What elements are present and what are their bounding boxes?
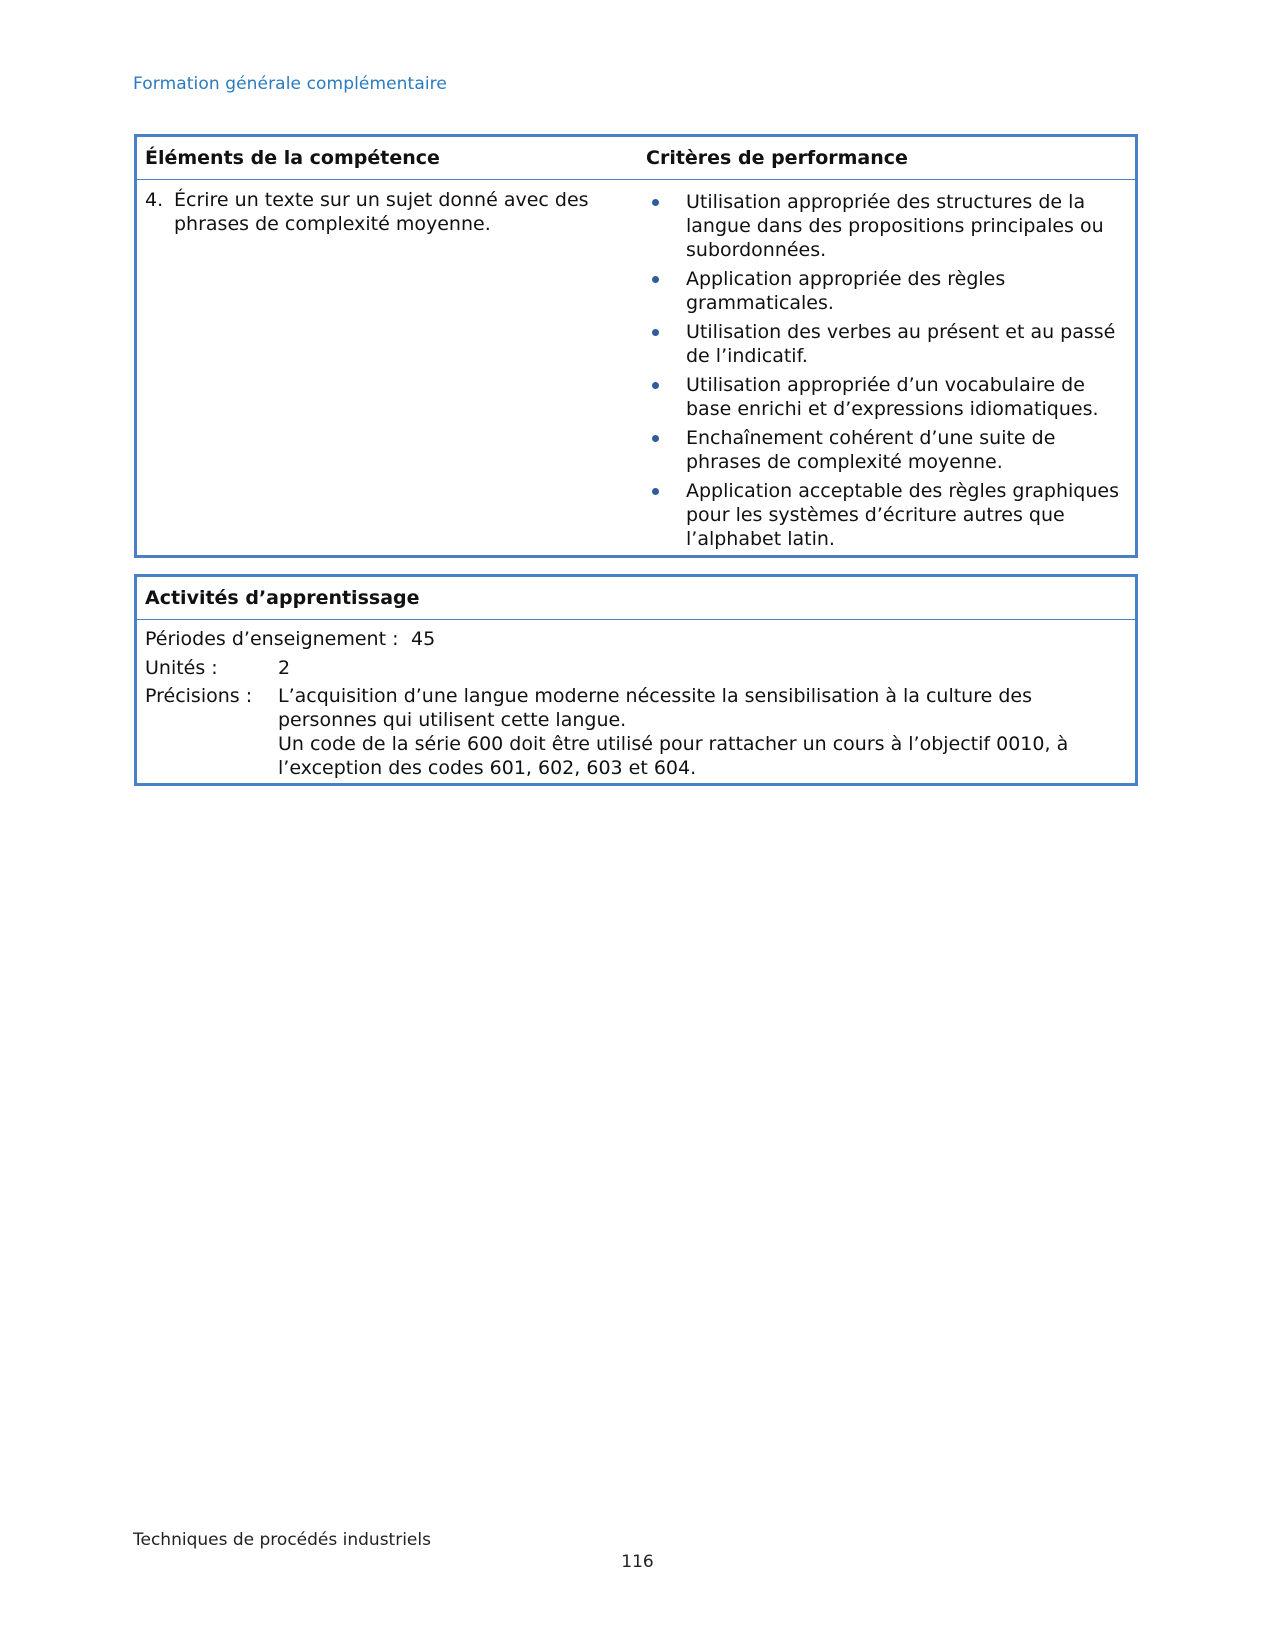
- criteria-text: Application appropriée des règles grammaticales.: [686, 268, 1006, 314]
- precisions-label: Précisions :: [145, 685, 253, 707]
- unites-label: Unités :: [145, 657, 218, 679]
- precisions-line: L’acquisition d’une langue moderne nécessite la sensibilisation à la culture des personnes qui utilisent cette langue.: [278, 685, 1032, 731]
- bullet-icon: [652, 435, 659, 442]
- criteria-text: Application acceptable des règles graphiques pour les systèmes d’écriture autres que l’alphabet latin.: [686, 480, 1119, 550]
- criteria-text: Utilisation des verbes au présent et au passé de l’indicatif.: [686, 321, 1116, 367]
- column-header-criteria: Critères de performance: [646, 147, 908, 169]
- bullet-icon: [652, 488, 659, 495]
- bullet-icon: [652, 199, 659, 206]
- activities-table: [134, 574, 1138, 786]
- criteria-item: [646, 426, 1131, 474]
- bullet-icon: [652, 329, 659, 336]
- competence-element: [145, 188, 625, 236]
- periodes-value: 45: [411, 628, 436, 650]
- competence-table-header: [137, 137, 1135, 180]
- criteria-item: [646, 267, 1131, 315]
- column-header-elements: Éléments de la compétence: [145, 147, 440, 169]
- footer-program-name: Techniques de procédés industriels: [133, 1530, 431, 1550]
- criteria-item: [646, 373, 1131, 421]
- page-header-title: Formation générale complémentaire: [133, 74, 447, 94]
- bullet-icon: [652, 276, 659, 283]
- criteria-item: [646, 479, 1131, 551]
- criteria-list: [646, 190, 1131, 556]
- activities-title: Activités d’apprentissage: [145, 587, 420, 609]
- element-text: Écrire un texte sur un sujet donné avec des phrases de complexité moyenne.: [174, 189, 589, 235]
- criteria-text: Enchaînement cohérent d’une suite de phrases de complexité moyenne.: [686, 427, 1056, 473]
- criteria-text: Utilisation appropriée des structures de la langue dans des propositions principales ou subordonnées.: [686, 191, 1104, 261]
- page-number: 116: [621, 1552, 654, 1572]
- precisions-line: Un code de la série 600 doit être utilisé pour rattacher un cours à l’objectif 0010, à l’exception des codes 601, 602, 603 et 604.: [278, 733, 1069, 779]
- criteria-text: Utilisation appropriée d’un vocabulaire de base enrichi et d’expressions idiomatiques.: [686, 374, 1099, 420]
- unites-value: 2: [278, 657, 291, 679]
- criteria-item: [646, 190, 1131, 262]
- activities-table-header: [137, 577, 1135, 620]
- criteria-item: [646, 320, 1131, 368]
- precisions-row: [145, 684, 1125, 780]
- competence-table: [134, 134, 1138, 558]
- precisions-text: [278, 684, 1113, 780]
- element-number: 4.: [145, 189, 164, 211]
- bullet-icon: [652, 382, 659, 389]
- periodes-label: Périodes d’enseignement :: [145, 628, 399, 650]
